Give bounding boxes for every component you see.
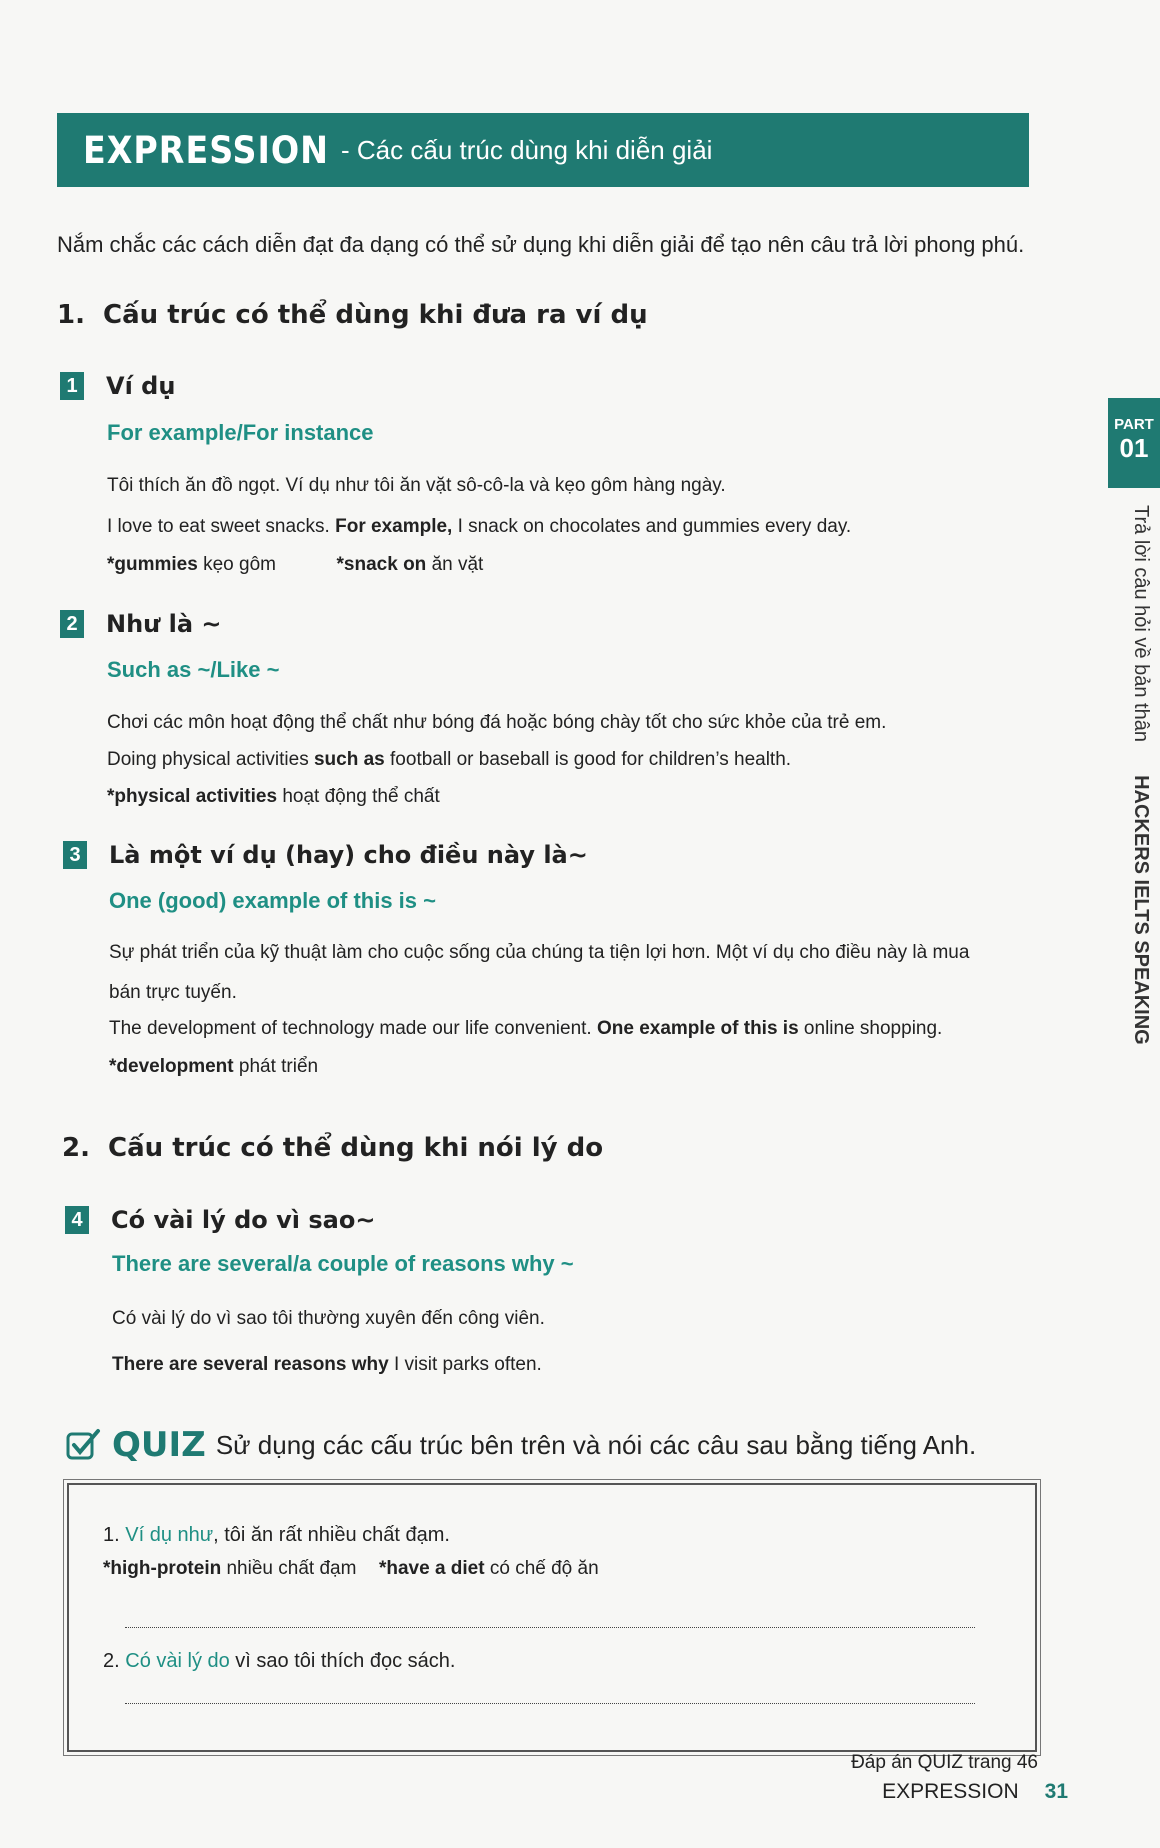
sidebar-chapter-title: Trả lời câu hỏi về bản thân: [1130, 505, 1152, 742]
item-3-heading: [63, 841, 588, 869]
item-number-badge: 3: [63, 841, 87, 869]
item-4-vietnamese: Có vài lý do vì sao tôi thường xuyên đến công viên.: [112, 1308, 545, 1329]
item-title: Có vài lý do vì sao~: [111, 1206, 376, 1234]
item-1-english: I love to eat sweet snacks. For example, I snack on chocolates and gummies every day.: [107, 516, 852, 537]
item-title: Là một ví dụ (hay) cho điều này là~: [109, 841, 588, 869]
quiz-question-1-notes: *high-protein nhiều chất đạm *have a diet có chế độ ăn: [103, 1558, 599, 1579]
item-2-vocab-notes: *physical activities hoạt động thể chất: [107, 786, 440, 807]
item-3-vocab-notes: *development phát triển: [109, 1056, 319, 1077]
header-title: EXPRESSION: [83, 128, 330, 172]
intro-text: Nắm chắc các cách diễn đạt đa dạng có thể sử dụng khi diễn giải để tạo nên câu trả lời phong phú.: [57, 232, 1025, 257]
item-1-vietnamese: Tôi thích ăn đồ ngọt. Ví dụ như tôi ăn vặt sô-cô-la và kẹo gôm hàng ngày.: [107, 475, 726, 496]
item-1-expression: For example/For instance: [107, 420, 374, 445]
checkbox-icon: [66, 1428, 102, 1462]
item-3-vietnamese-line1: Sự phát triển của kỹ thuật làm cho cuộc sống của chúng ta tiện lợi hơn. Một ví dụ cho điều này là mua: [109, 942, 970, 963]
answer-line-1[interactable]: [125, 1627, 975, 1628]
section-header-bar: [57, 113, 1029, 187]
item-1-heading: [60, 372, 175, 400]
sidebar-vertical-text: [1112, 505, 1152, 1045]
item-4-heading: [65, 1206, 375, 1234]
item-3-vietnamese-line2: bán trực tuyến.: [109, 982, 237, 1003]
page-number: 31: [1044, 1780, 1068, 1803]
item-3-english: The development of technology made our life convenient. One example of this is online shopping.: [109, 1018, 943, 1039]
header-subtitle: - Các cấu trúc dùng khi diễn giải: [341, 134, 713, 165]
section-1-heading: [57, 300, 648, 330]
item-number-badge: 2: [60, 610, 84, 638]
quiz-box: [67, 1483, 1037, 1752]
quiz-label: QUIZ: [112, 1425, 206, 1465]
item-2-english: Doing physical activities such as football or baseball is good for children’s health.: [107, 749, 792, 770]
item-3-expression: One (good) example of this is ~: [109, 888, 436, 913]
section-title: Cấu trúc có thể dùng khi đưa ra ví dụ: [103, 300, 648, 330]
section-number: 1.: [57, 300, 85, 330]
quiz-question-2: 2. Có vài lý do vì sao tôi thích đọc sách.: [103, 1650, 456, 1672]
part-tab: [1108, 398, 1160, 488]
item-1-vocab-notes: *gummies kẹo gôm *snack on ăn vặt: [107, 554, 484, 575]
item-2-vietnamese: Chơi các môn hoạt động thể chất như bóng đá hoặc bóng chày tốt cho sức khỏe của trẻ em.: [107, 712, 887, 733]
item-2-expression: Such as ~/Like ~: [107, 657, 280, 682]
part-number: 01: [1119, 433, 1149, 463]
item-2-heading: [60, 610, 222, 638]
section-2-heading: [62, 1133, 603, 1163]
item-number-badge: 1: [60, 372, 84, 400]
item-title: Như là ~: [106, 610, 222, 638]
item-4-expression: There are several/a couple of reasons why ~: [112, 1251, 574, 1276]
item-number-badge: 4: [65, 1206, 89, 1234]
answer-line-2[interactable]: [125, 1703, 975, 1704]
item-4-english: There are several reasons why I visit parks often.: [112, 1354, 542, 1375]
section-number: 2.: [62, 1133, 90, 1163]
footer-answer-ref: Đáp án QUIZ trang 46: [851, 1752, 1038, 1773]
sidebar-brand: HACKERS IELTS SPEAKING: [1130, 775, 1152, 1045]
part-label: PART: [1114, 416, 1154, 433]
footer-section: EXPRESSION 31: [882, 1780, 1068, 1803]
section-title: Cấu trúc có thể dùng khi nói lý do: [108, 1133, 604, 1163]
quiz-heading: [66, 1425, 976, 1465]
quiz-instruction: Sử dụng các cấu trúc bên trên và nói các câu sau bằng tiếng Anh.: [215, 1429, 977, 1460]
quiz-question-1: 1. Ví dụ như, tôi ăn rất nhiều chất đạm.: [103, 1524, 450, 1546]
item-title: Ví dụ: [106, 372, 176, 400]
